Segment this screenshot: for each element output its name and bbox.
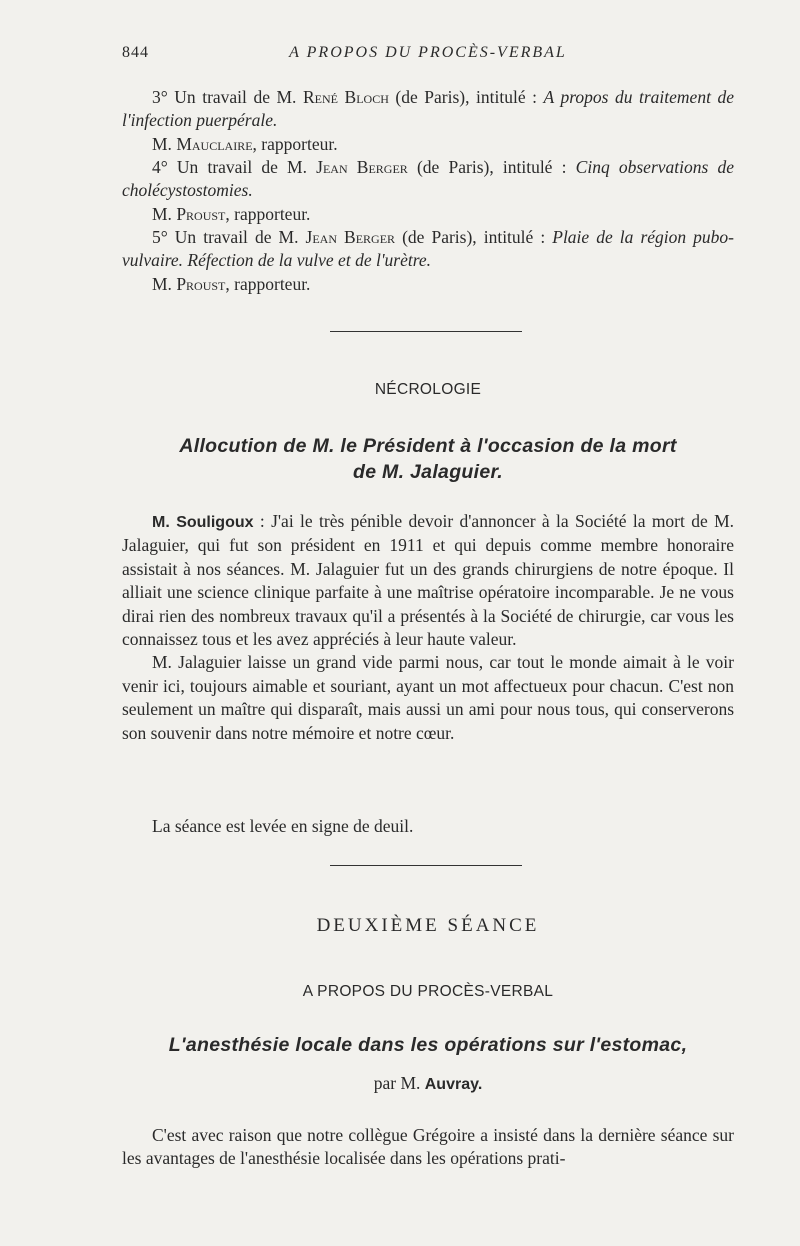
running-header bbox=[122, 44, 734, 66]
allocution-title bbox=[122, 433, 734, 485]
item-prefix: 3° Un travail de M. bbox=[152, 87, 303, 107]
item-middle: (de Paris), intitulé : bbox=[388, 87, 544, 107]
closing-line: La séance est levée en signe de deuil. bbox=[152, 816, 414, 836]
byline-author: Auvray. bbox=[424, 1076, 483, 1093]
rapporteur-suffix: , rapporteur. bbox=[252, 133, 338, 154]
article-body bbox=[122, 1124, 734, 1171]
deuxieme-seance-heading: DEUXIÈME SÉANCE bbox=[316, 915, 540, 936]
item-author: Jean Berger bbox=[316, 157, 408, 177]
rapporteur-name: Proust bbox=[176, 273, 226, 294]
section-divider bbox=[330, 865, 522, 866]
allocution-title-line-2: de M. Jalaguier. bbox=[352, 461, 504, 483]
proces-verbal-subheading: A PROPOS DU PROCÈS-VERBAL bbox=[302, 983, 554, 1000]
closing-line-wrap bbox=[122, 815, 734, 838]
rapporteur-prefix: M. bbox=[152, 133, 177, 154]
allocution-body bbox=[122, 510, 734, 745]
item-title: Plaie de la région pubo-vulvaire. Réfection de la vulve et de l'urètre. bbox=[122, 227, 734, 271]
work-item-5 bbox=[122, 226, 734, 296]
item-author: René Bloch bbox=[302, 87, 389, 107]
article-paragraph: C'est avec raison que notre collègue Grégoire a insisté dans la dernière séance sur les avantages de l'anesthésie localisée dans les opérations prati- bbox=[122, 1125, 734, 1169]
work-item-4 bbox=[122, 156, 734, 226]
rapporteur-suffix: , rapporteur. bbox=[225, 203, 311, 224]
work-item-3 bbox=[122, 86, 734, 156]
allocution-paragraph-2: M. Jalaguier laisse un grand vide parmi nous, car tout le monde aimait à le voir venir ici, toujours aimable et souriant, ayant un mot affectueux pour chacun. C'est non seulement un maître qui disparaît, mais aussi un ami pour nous tous, qui conserverons son souvenir dans notre mémoire et notre cœur. bbox=[122, 652, 734, 743]
item-author: Jean Berger bbox=[305, 227, 396, 247]
rapporteur-line bbox=[122, 133, 734, 156]
rapporteur-line bbox=[122, 203, 734, 226]
rapporteur-suffix: , rapporteur. bbox=[225, 273, 311, 294]
allocution-title-line-1: Allocution de M. le Président à l'occasion de la mort bbox=[179, 435, 677, 457]
byline-prefix: par M. bbox=[373, 1073, 425, 1093]
rapporteur-name: Proust bbox=[176, 203, 226, 224]
rapporteur-line bbox=[122, 273, 734, 296]
item-prefix: 4° Un travail de M. bbox=[152, 157, 317, 177]
item-middle: (de Paris), intitulé : bbox=[407, 157, 576, 177]
article-title: L'anesthésie locale dans les opérations sur l'estomac, bbox=[168, 1034, 688, 1056]
byline bbox=[122, 1073, 734, 1094]
rapporteur-name: Mauclaire bbox=[176, 133, 253, 154]
item-title: Cinq observations de cholécystostomies. bbox=[122, 157, 734, 201]
section-divider bbox=[330, 331, 522, 332]
item-title: A propos du traitement de l'infection puerpérale. bbox=[122, 87, 734, 131]
rapporteur-prefix: M. bbox=[152, 203, 177, 224]
item-middle: (de Paris), intitulé : bbox=[395, 227, 553, 247]
page-number: 844 bbox=[122, 44, 149, 61]
rapporteur-prefix: M. bbox=[152, 273, 177, 294]
running-title: A PROPOS DU PROCÈS-VERBAL bbox=[289, 44, 567, 61]
speaker-name: M. Souligoux bbox=[152, 514, 254, 531]
necrologie-heading: NÉCROLOGIE bbox=[374, 381, 482, 398]
paragraph-text: : J'ai le très pénible devoir d'annoncer à la Société la mort de M. Jalaguier, qui fut son président en 1911 et qui depuis comme membre honoraire assistait à nos séances. M. Jalaguier fut un des grands chirurgiens de notre époque. Il alliait une science clinique parfaite à une maîtrise opératoire incomparable. Je ne vous dirai rien des nombreux travaux qu'il a présentés à la Société de chirurgie, car vous les connaissez tous et les avez appréciés à leur haute valeur. bbox=[122, 511, 735, 650]
allocution-paragraph-1 bbox=[122, 510, 734, 651]
item-prefix: 5° Un travail de M. bbox=[152, 227, 306, 247]
